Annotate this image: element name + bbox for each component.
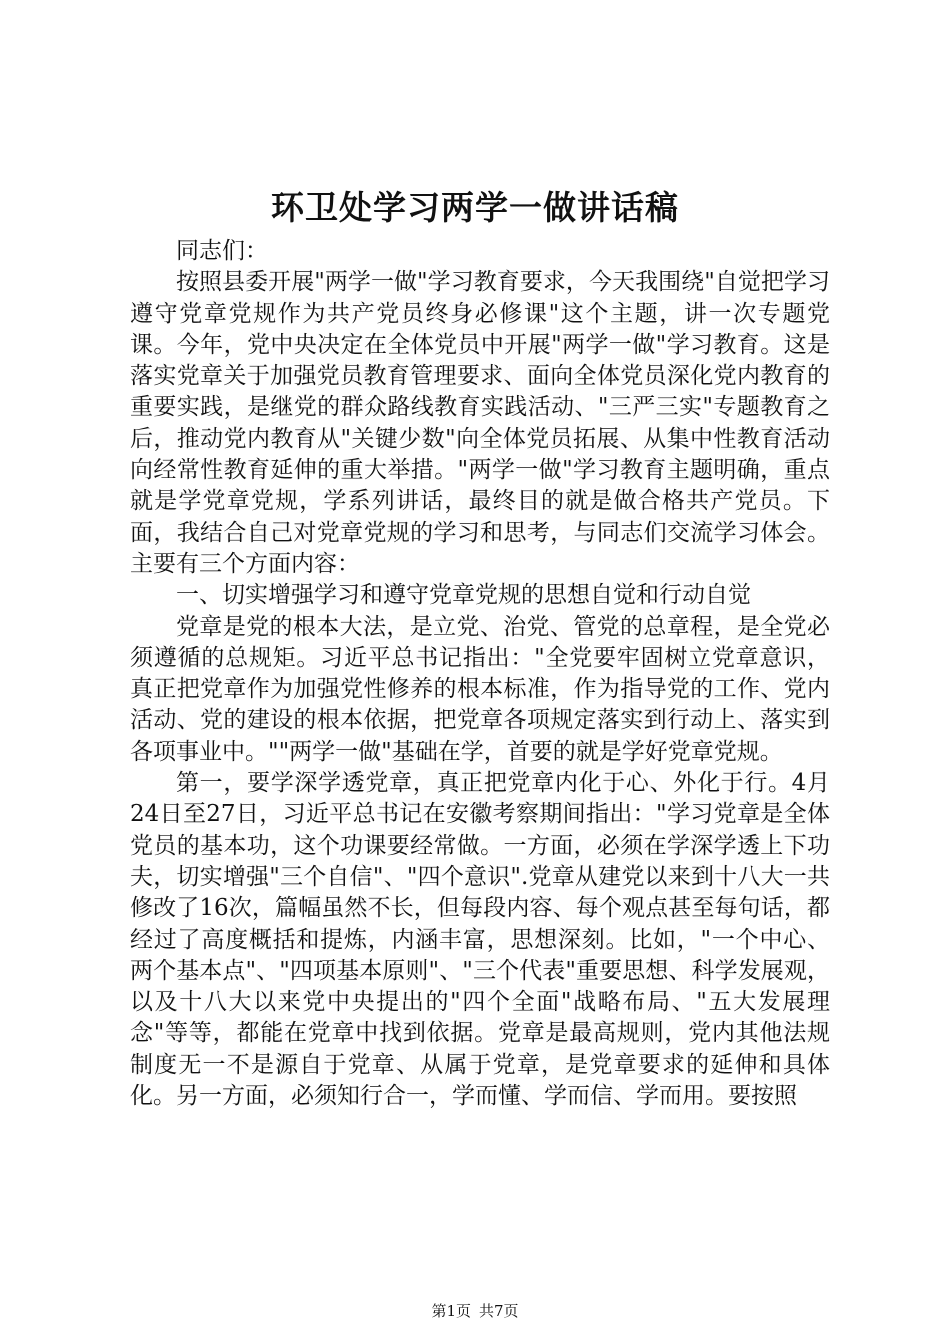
intro-paragraph: 按照县委开展"两学一做"学习教育要求，今天我围绕"自觉把学习遵守党章党规作为共产党员终身必修课"这个主题，讲一次专题党课。今年，党中央决定在全体党员中开展"两学一做"学习教育。这是落实党章关于加强党员教育管理要求、面向全体党员深化党内教育的重要实践，是继党的群众路线教育实践活动、"三严三实"专题教育之后，推动党内教育从"关键少数"向全体党员拓展、从集中性教育活动向经常性教育延伸的重大举措。"两学一做"学习教育主题明确，重点就是学党章党规，学系列讲话，最终目的就是做合格共产党员。下面，我结合自己对党章党规的学习和思考，与同志们交流学习体会。主要有三个方面内容： bbox=[130, 269, 830, 577]
page-number: 第1页 bbox=[431, 1302, 471, 1320]
salutation-paragraph: 同志们： bbox=[176, 238, 268, 264]
page-total: 共7页 bbox=[479, 1302, 519, 1320]
body-paragraph: 党章是党的根本大法，是立党、治党、管党的总章程，是全党必须遵循的总规矩。习近平总书记指出："全党要牢固树立党章意识，真正把党章作为加强党性修养的根本标准，作为指导党的工作、党内活动、党的建设的根本依据，把党章各项规定落实到行动上、落实到各项事业中。""两学一做"基础在学，首要的就是学好党章党规。 bbox=[130, 613, 830, 765]
section-heading: 一、切实增强学习和遵守党章党规的思想自觉和行动自觉 bbox=[176, 582, 751, 609]
document-body bbox=[130, 236, 830, 1112]
document-title: 环卫处学习两学一做讲话稿 bbox=[271, 188, 679, 227]
body-paragraph: 第一，要学深学透党章，真正把党章内化于心、外化于行。4月24日至27日，习近平总书记在安徽考察期间指出："学习党章是全体党员的基本功，这个功课要经常做。一方面，必须在学深学透上下功夫，切实增强"三个自信"、"四个意识".党章从建党以来到十八大一共修改了16次，篇幅虽然不长，但每段内容、每个观点甚至每句话，都经过了高度概括和提炼，内涵丰富，思想深刻。比如，"一个中心、两个基本点"、"四项基本原则"、"三个代表"重要思想、科学发展观，以及十八大以来党中央提出的"四个全面"战略布局、"五大发展理念"等等，都能在党章中找到依据。党章是最高规则，党内其他法规制度无一不是源自于党章、从属于党章，是党章要求的延伸和具体化。另一方面，必须知行合一，学而懂、学而信、学而用。要按照 bbox=[130, 770, 830, 1110]
page-footer bbox=[0, 1301, 950, 1321]
